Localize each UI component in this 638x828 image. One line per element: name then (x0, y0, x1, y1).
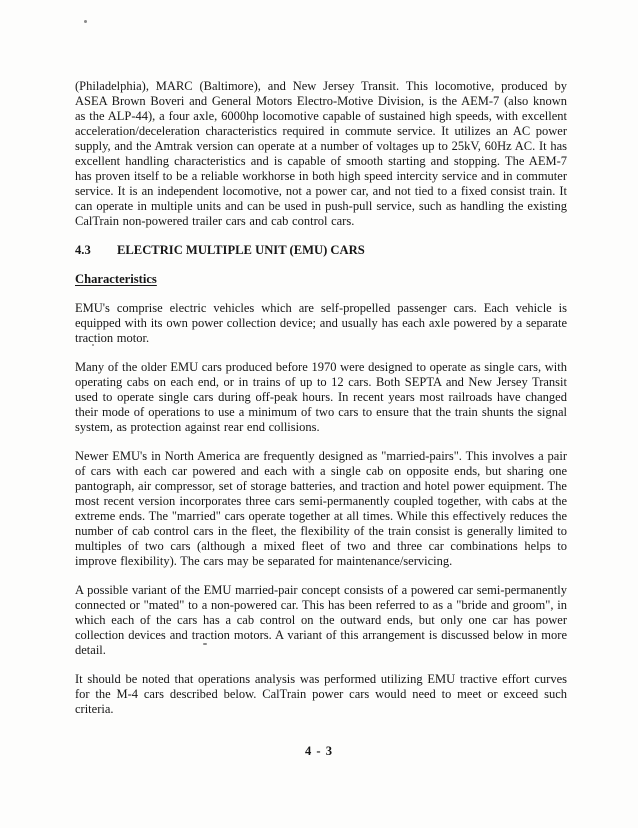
section-heading (75, 243, 567, 258)
paragraph-operations-analysis: It should be noted that operations analysis was performed utilizing EMU tractive effort curves for the M-4 cars described below. CalTrain power cars would need to meet or exceed such criteria. (75, 672, 567, 716)
subsection-heading-characteristics: Characteristics (75, 272, 157, 286)
text-block (75, 79, 567, 731)
section-number: 4.3 (75, 243, 91, 257)
scan-speck (84, 20, 87, 23)
page-number: 4 - 3 (304, 744, 334, 758)
paragraph-locomotive-continuation: (Philadelphia), MARC (Baltimore), and New Jersey Transit. This locomotive, produced by ASEA Brown Boveri and General Motors Electro-Motive Division, is the AEM-7 (also known as the ALP-44), a four axle, 6000hp locomotive capable of sustained high speeds, with excellent acceleration/deceleration characteristics required in commute service. It utilizes an AC power supply, and the Amtrak version can operate at a number of voltages up to 25kV, 60Hz AC. It has excellent handling characteristics and is capable of smooth starting and stopping. The AEM-7 has proven itself to be a reliable workhorse in both high speed intercity service and in commuter service. It is an independent locomotive, not a power car, and not tied to a fixed consist train. It can operate in multiple units and can be used in push-pull service, such as handling the existing CalTrain non-powered trailer cars and cab control cars. (75, 79, 567, 228)
paragraph-older-emu-cars: Many of the older EMU cars produced before 1970 were designed to operate as single cars, with operating cabs on each end, or in trains of up to 12 cars. Both SEPTA and New Jersey Transit used to operate single cars during off-peak hours. In recent years most railroads have changed their mode of operations to use a minimum of two cars to ensure that the train shunts the signal system, as protection against rear end collisions. (75, 360, 567, 434)
section-title: ELECTRIC MULTIPLE UNIT (EMU) CARS (117, 243, 365, 257)
paragraph-bride-and-groom: A possible variant of the EMU married-pair concept consists of a powered car semi-permanently connected or "mated" to a non-powered car. This has been referred to as a "bride and groom", in which each of the cars has a cab control on the outward ends, but only one car has power collection devices and traction motors. A variant of this arrangement is discussed below in more detail. (75, 583, 567, 657)
paragraph-emu-definition: EMU's comprise electric vehicles which are self-propelled passenger cars. Each vehicle is equipped with its own power collection device; and usually has each axle powered by a separate traction motor. (75, 301, 567, 345)
paragraph-married-pairs: Newer EMU's in North America are frequently designed as "married-pairs". This involves a pair of cars with each car powered and each with a single cab on opposite ends, but sharing one pantograph, air compressor, set of storage batteries, and traction and hotel power equipment. The most recent version incorporates three cars semi-permanently coupled together, with cabs at the extreme ends. The "married" cars operate together at all times. While this effectively reduces the number of cab control cars in the fleet, the flexibility of the train consist is generally limited to multiples of two cars (although a mixed fleet of two and three car combinations helps to improve flexibility). The cars may be separated for maintenance/servicing. (75, 449, 567, 568)
